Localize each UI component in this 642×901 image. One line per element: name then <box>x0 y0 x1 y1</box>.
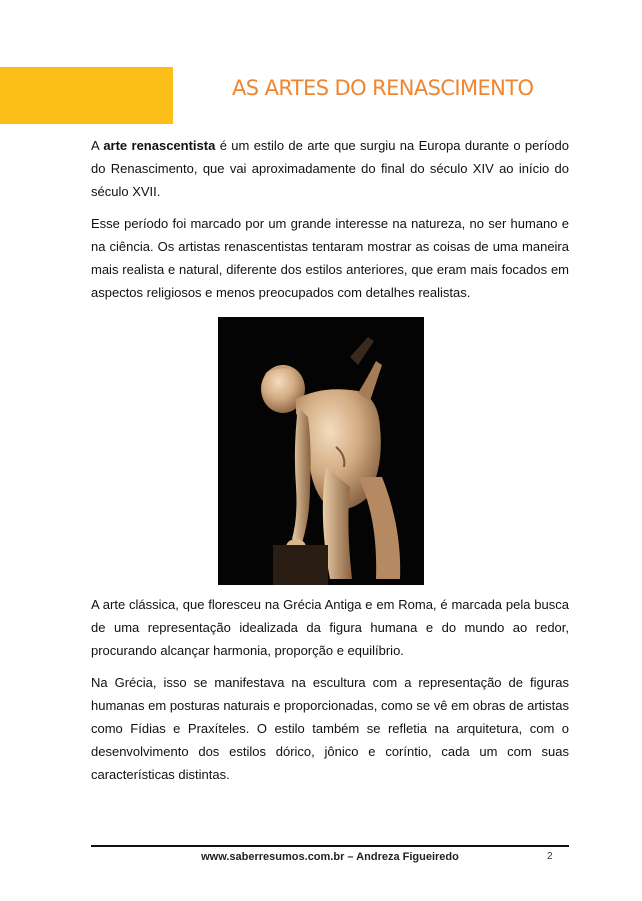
intro-paragraph-2: Esse período foi marcado por um grande interesse na natureza, no ser humano e na ciência. Os artistas renascentistas tentaram mostrar as coisas de uma maneira mais realista e natural, diferente dos estilos anteriores, que eram mais focados em aspectos religiosos e menos preocupados com detalhes realistas. <box>91 216 569 300</box>
classical-section <box>91 593 569 795</box>
classical-paragraph-2: Na Grécia, isso se manifestava na escultura com a representação de figuras humanas em posturas naturais e proporcionadas, como se vê em obras de artistas como Fídias e Praxíteles. O estilo também se refletia na arquitetura, com o desenvolvimento dos estilos dórico, jônico e coríntio, cada um com suas características distintas. <box>91 675 569 782</box>
classical-paragraph-1: A arte clássica, que floresceu na Grécia Antiga e em Roma, é marcada pela busca de uma representação idealizada da figura humana e do mundo ao redor, procurando alcançar harmonia, proporção e equilíbrio. <box>91 597 569 658</box>
page-title: AS ARTES DO RENASCIMENTO <box>232 76 534 100</box>
footer-credit: www.saberresumos.com.br – Andreza Figueiredo <box>201 851 459 863</box>
statue-illustration-icon <box>218 317 424 585</box>
header-accent-band <box>0 67 173 124</box>
footer-divider <box>91 845 569 847</box>
bold-term: arte renascentista <box>103 138 216 153</box>
page-number: 2 <box>547 851 553 862</box>
intro-body-text: é um estilo de arte que surgiu na Europa durante o período do Renascimento, que vai aproximadamente do final do século XIV ao início do século XVII. <box>91 138 569 199</box>
statue-photo <box>218 317 424 585</box>
intro-section <box>91 134 569 313</box>
intro-lead-text: A <box>91 138 104 153</box>
intro-paragraph-1 <box>91 134 569 203</box>
